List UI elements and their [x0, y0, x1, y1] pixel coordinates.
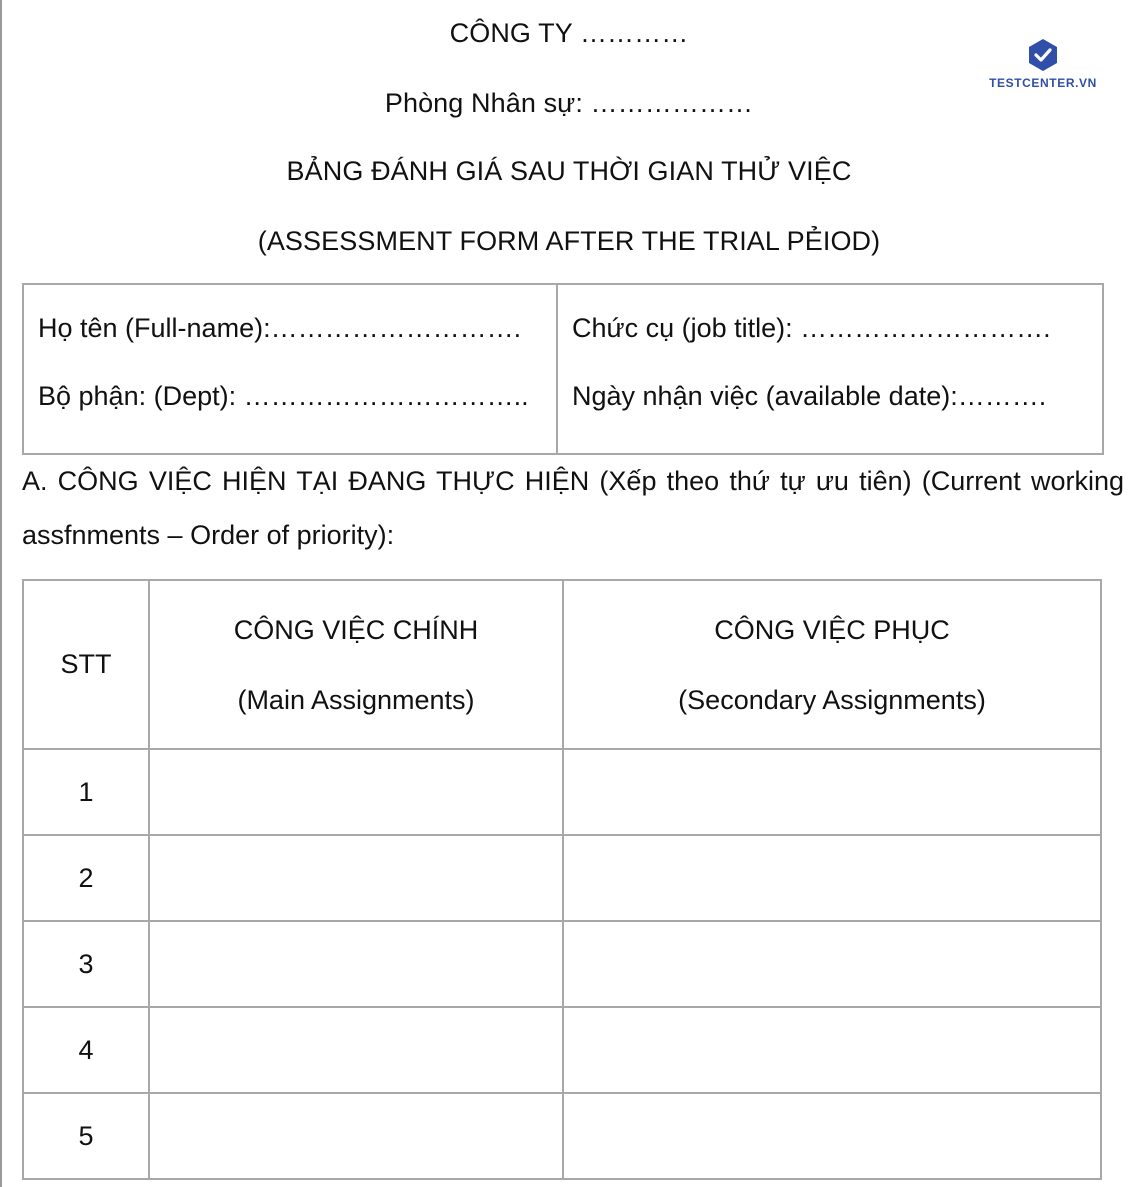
department-line: Phòng Nhân sự: ……………… — [384, 88, 754, 118]
assignments-table — [22, 579, 1102, 1180]
table-row — [23, 1093, 1101, 1179]
form-title-en: (ASSESSMENT FORM AFTER THE TRIAL PẺIOD) — [257, 226, 881, 256]
testcenter-logo — [984, 38, 1102, 90]
secondary-assignment-cell[interactable] — [563, 921, 1101, 1007]
job-title-field: Chức cụ (job title): ………………………. — [572, 313, 1051, 343]
row-number: 4 — [23, 1007, 149, 1093]
logo-text: TESTCENTER.VN — [989, 76, 1097, 90]
main-assignment-cell[interactable] — [149, 749, 563, 835]
main-assignment-cell[interactable] — [149, 1007, 563, 1093]
section-a-heading-cont: assfnments – Order of priority): — [22, 520, 395, 550]
department-field: Bộ phận: (Dept): ………………………….. — [38, 381, 529, 411]
info-divider — [556, 285, 558, 453]
row-number: 2 — [23, 835, 149, 921]
main-assignment-cell[interactable] — [149, 835, 563, 921]
company-line: CÔNG TY ………… — [449, 18, 689, 48]
secondary-assignment-cell[interactable] — [563, 1093, 1101, 1179]
table-header-row — [23, 580, 1101, 749]
secondary-assignment-cell[interactable] — [563, 1007, 1101, 1093]
table-row — [23, 921, 1101, 1007]
main-assignment-cell[interactable] — [149, 1093, 563, 1179]
table-row — [23, 749, 1101, 835]
shield-check-icon — [1026, 38, 1060, 72]
row-number: 3 — [23, 921, 149, 1007]
header-main-assignments: CÔNG VIỆC CHÍNH (Main Assignments) — [149, 580, 563, 749]
form-title-vi: BẢNG ĐÁNH GIÁ SAU THỜI GIAN THỬ VIỆC — [286, 156, 852, 186]
table-row — [23, 1007, 1101, 1093]
employee-info-box — [22, 283, 1104, 455]
table-row — [23, 835, 1101, 921]
full-name-field: Họ tên (Full-name):………………………. — [38, 313, 522, 343]
main-assignment-cell[interactable] — [149, 921, 563, 1007]
secondary-assignment-cell[interactable] — [563, 749, 1101, 835]
secondary-assignment-cell[interactable] — [563, 835, 1101, 921]
row-number: 1 — [23, 749, 149, 835]
header-stt: STT — [23, 580, 149, 749]
available-date-field: Ngày nhận việc (available date):………. — [572, 381, 1047, 411]
section-a-heading: A. CÔNG VIỆC HIỆN TẠI ĐANG THỰC HIỆN (Xếp theo thứ tự ưu tiên) (Current working — [22, 466, 1124, 496]
row-number: 5 — [23, 1093, 149, 1179]
header-secondary-assignments: CÔNG VIỆC PHỤC (Secondary Assignments) — [563, 580, 1101, 749]
